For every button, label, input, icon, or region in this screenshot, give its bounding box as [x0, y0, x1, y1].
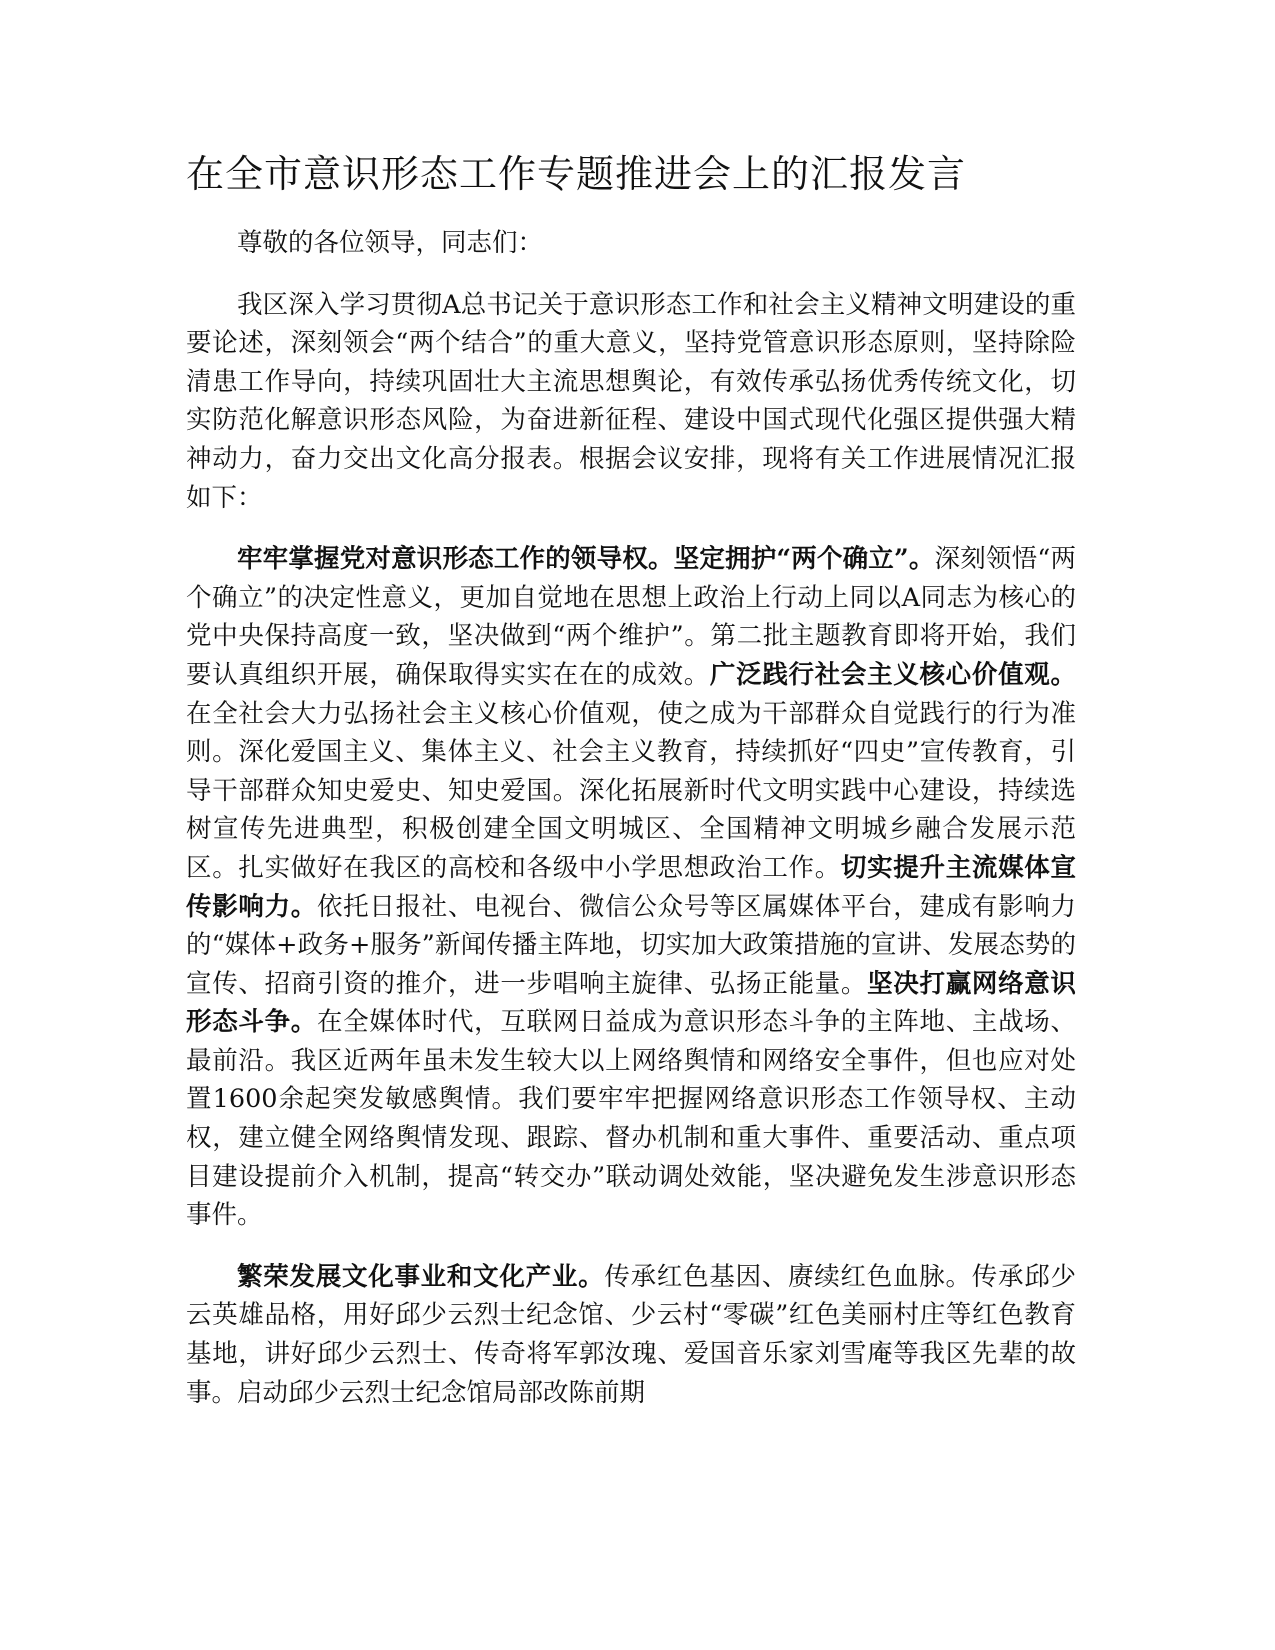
section2-paragraph: [186, 1258, 1076, 1412]
document-body: [186, 224, 1076, 1412]
section1-text-d: 在全媒体时代，互联网日益成为意识形态斗争的主阵地、主战场、最前沿。我区近两年虽未发生较大以上网络舆情和网络安全事件，但也应对处置1600余起突发敏感舆情。我们要牢牢把握网络意识形态工作领导权、主动权，建立健全网络舆情发现、跟踪、督办机制和重大事件、重要活动、重点项目建设提前介入机制，提高“转交办”联动调处效能，坚决避免发生涉意识形态事件。: [186, 1007, 1076, 1231]
section1-paragraph: [186, 540, 1076, 1235]
section1-text-b: 在全社会大力弘扬社会主义核心价值观，使之成为干部群众自觉践行的行为准则。深化爱国主义、集体主义、社会主义教育，持续抓好“四史”宣传教育，引导干部群众知史爱史、知史爱国。深化拓展新时代文明实践中心建设，持续选树宣传先进典型，积极创建全国文明城区、全国精神文明城乡融合发展示范区。扎实做好在我区的高校和各级中小学思想政治工作。: [186, 698, 1076, 883]
greeting: 尊敬的各位领导，同志们：: [237, 228, 544, 258]
section1-text-a: 深刻领悟“两个确立”的决定性意义，更加自觉地在思想上政治上行动上同以A同志为核心的党中央保持高度一致，坚决做到“两个维护”。第二批主题教育即将开始，我们要认真组织开展，确保取得实实在在的成效。: [186, 544, 1076, 690]
section1-heading-b: 广泛践行社会主义核心价值观。: [709, 659, 1076, 690]
document-title: 在全市意识形态工作专题推进会上的汇报发言: [186, 152, 967, 196]
intro-paragraph: 我区深入学习贯彻A总书记关于意识形态工作和社会主义精神文明建设的重要论述，深刻领会“两个结合”的重大意义，坚持党管意识形态原则，坚持除险清患工作导向，持续巩固壮大主流思想舆论，有效传承弘扬优秀传统文化，切实防范化解意识形态风险，为奋进新征程、建设中国式现代化强区提供强大精神动力，奋力交出文化高分报表。根据会议安排，现将有关工作进展情况汇报如下：: [186, 289, 1076, 513]
section2-heading-a: 繁荣发展文化事业和文化产业。: [237, 1261, 605, 1292]
section2-text-a: 传承红色基因、赓续红色血脉。传承邱少云英雄品格，用好邱少云烈士纪念馆、少云村“零碳”红色美丽村庄等红色教育基地，讲好邱少云烈士、传奇将军郭汝瑰、爱国音乐家刘雪庵等我区先辈的故事。启动邱少云烈士纪念馆局部改陈前期: [186, 1261, 1076, 1408]
section1-text-c: 依托日报社、电视台、微信公众号等区属媒体平台，建成有影响力的“媒体+政务+服务”新闻传播主阵地，切实加大政策措施的宣讲、发展态势的宣传、招商引资的推介，进一步唱响主旋律、弘扬正能量。: [186, 891, 1076, 999]
section1-heading-d: 坚决打赢网络意识形态斗争。: [186, 968, 1076, 1038]
section1-heading-c: 切实提升主流媒体宣传影响力。: [186, 852, 1076, 922]
section1-heading-a: 牢牢掌握党对意识形态工作的领导权。坚定拥护“两个确立”。: [237, 544, 935, 575]
